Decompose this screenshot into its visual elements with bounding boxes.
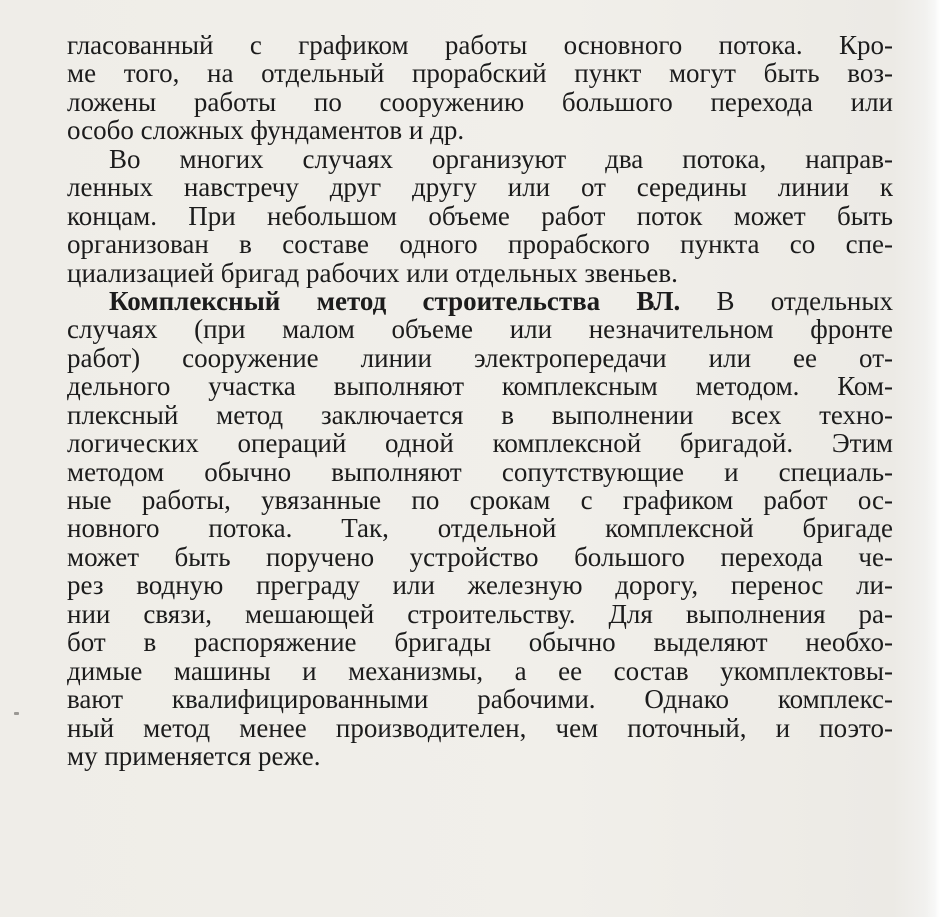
text-line: может быть поручено устройство большого перехода че- <box>67 541 893 572</box>
text-line: вают квалифицированными рабочими. Однако комплекс- <box>67 684 893 715</box>
text-line: бот в распоряжение бригады обычно выделяют необхо- <box>67 627 893 658</box>
text-line: димые машины и механизмы, а ее состав укомплектовы- <box>67 655 893 686</box>
text-line: нии связи, мешающей строительству. Для выполнения ра- <box>67 598 893 629</box>
page-edge <box>926 0 940 917</box>
text-line: плексный метод заключается в выполнении всех техно- <box>67 399 893 430</box>
text-line: работ) сооружение линии электропередачи или ее от- <box>67 342 893 373</box>
text-line: му применяется реже. <box>67 740 321 771</box>
text-line: гласованный с графиком работы основного потока. Кро- <box>67 30 893 60</box>
text-line <box>67 287 893 315</box>
text-line: циализацией бригад рабочих или отдельных звеньев. <box>67 257 678 288</box>
body-text <box>67 31 893 770</box>
text-line: концам. При небольшом объеме работ поток может быть <box>67 200 893 231</box>
text-line: логических операций одной комплексной бригадой. Этим <box>67 428 893 459</box>
scan-speck <box>14 712 19 715</box>
text-line: ленных навстречу друг другу или от середины линии к <box>67 172 893 203</box>
text-line: рез водную преграду или железную дорогу, перенос ли- <box>67 570 893 601</box>
text-line: особо сложных фундаментов и др. <box>67 115 465 146</box>
text-line: организован в составе одного прорабского пункта со спе- <box>67 229 893 260</box>
text-line: ный метод менее производителен, чем поточный, и поэто- <box>67 712 893 743</box>
heading-line-rest: В отдельных <box>716 285 893 316</box>
text-line: Во многих случаях организуют два потока, направ- <box>109 143 893 174</box>
text-line: случаях (при малом объеме или незначительном фронте <box>67 314 893 345</box>
text-line: методом обычно выполняют сопутствующие и специаль- <box>67 456 893 487</box>
text-line: дельного участка выполняют комплексным методом. Ком- <box>67 371 893 402</box>
text-line: ложены работы по сооружению большого перехода или <box>67 86 893 117</box>
text-line: ные работы, увязанные по срокам с графиком работ ос- <box>67 485 893 515</box>
text-line: ме того, на отдельный прорабский пункт могут быть воз- <box>67 58 893 89</box>
section-heading: Комплексный метод строительства ВЛ. <box>109 285 681 316</box>
text-line: новного потока. Так, отдельной комплексной бригаде <box>67 513 893 544</box>
